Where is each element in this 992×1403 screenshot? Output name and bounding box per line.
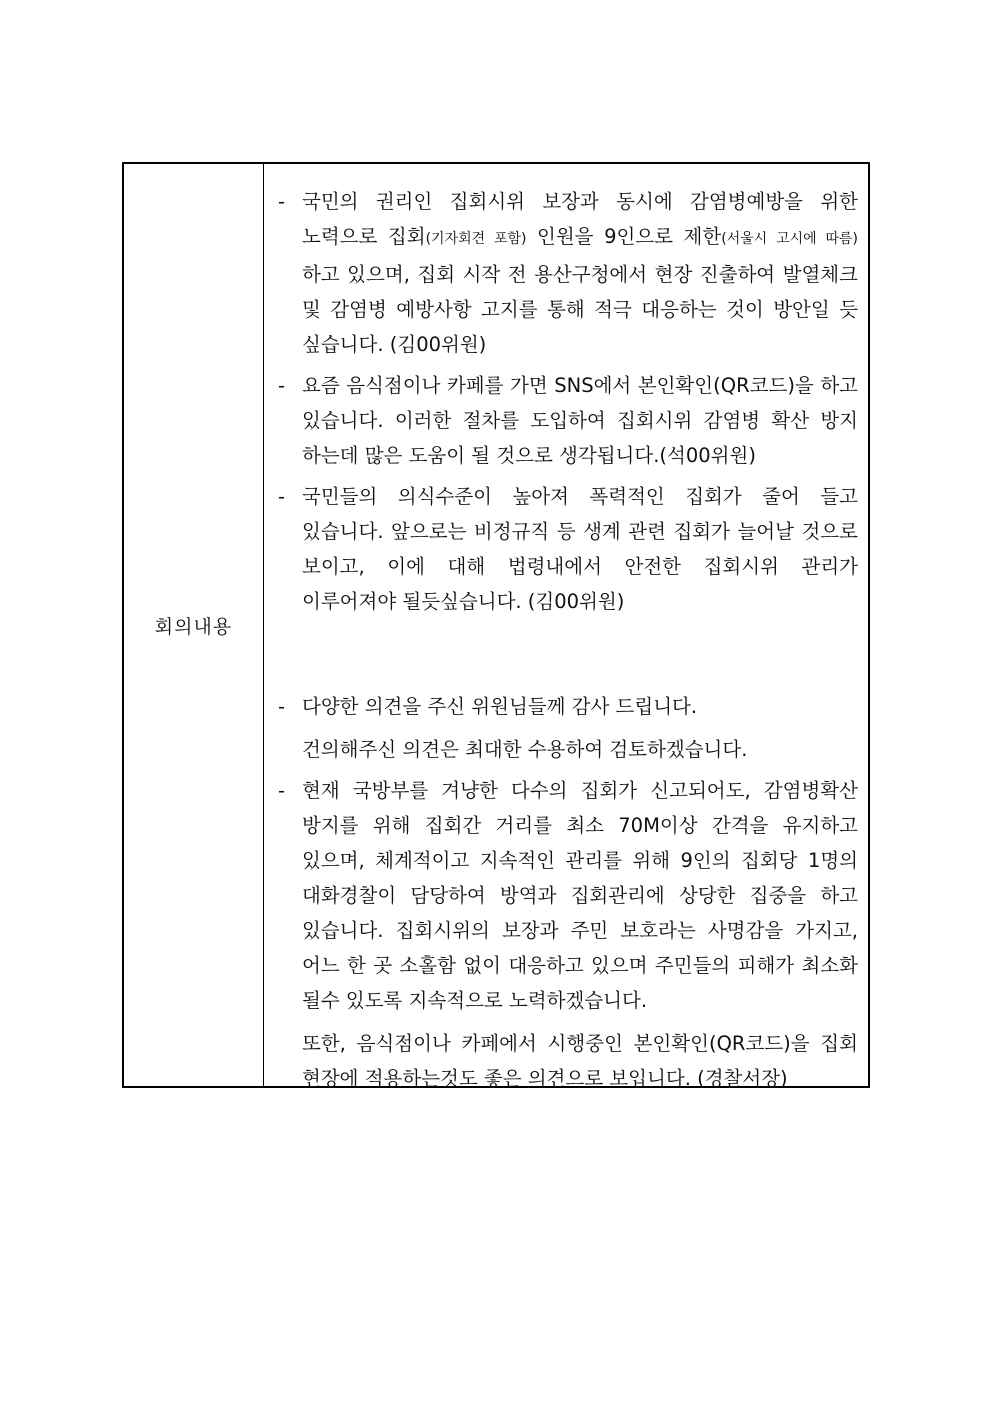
bullet-dash: - (278, 374, 286, 397)
row-label: 회의내용 (154, 615, 233, 638)
opinion-note: (기자회견 포함) (425, 231, 527, 247)
opinion-text: 국민들의 의식수준이 높아져 폭력적인 집회가 줄어 들고 있습니다. 앞으로는 비정규직 등 생계 관련 집회가 늘어날 것으로 보이고, 이에 대해 법령내에서 안전한 집회시위 관리가 이루어져야 될듯싶습니다. (김00위원) (302, 485, 858, 613)
response-text-block (302, 689, 858, 767)
opinion-text-part: 인원을 9인으로 제한 (526, 225, 722, 248)
opinion-text-part: 국민의 권리인 집회시위 보장과 동시에 감염병예방을 위한 노력으로 집회 (302, 190, 858, 248)
response-text: 다양한 의견을 주신 위원님들께 감사 드립니다. (302, 695, 698, 718)
response-item (278, 689, 858, 767)
response-item (278, 773, 858, 1096)
response-subtext: 또한, 음식점이나 카페에서 시행중인 본인확인(QR코드)을 집회 현장에 적용하는것도 좋은 의견으로 보입니다. (경찰서장) (302, 1032, 858, 1090)
opinion-item (278, 368, 858, 473)
opinion-item (278, 479, 858, 619)
bullet-dash: - (278, 779, 286, 802)
opinion-text-part: 하고 있으며, 집회 시작 전 용산구청에서 현장 진출하여 발열체크 및 감염병 예방사항 고지를 통해 적극 대응하는 것이 방안일 듯 싶습니다. (김00위원) (302, 263, 858, 356)
response-subtext: 건의해주신 의견은 최대한 수용하여 검토하겠습니다. (302, 738, 748, 761)
response-text-block (302, 773, 858, 1096)
bullet-dash: - (278, 190, 286, 213)
opinion-item (278, 184, 858, 362)
content-cell (264, 164, 868, 1090)
opinion-text (302, 184, 858, 362)
response-text: 현재 국방부를 겨냥한 다수의 집회가 신고되어도, 감염병확산 방지를 위해 집회간 거리를 최소 70M이상 간격을 유지하고 있으며, 체계적이고 지속적인 관리를 위해 9인의 집회당 1명의 대화경찰이 담당하여 방역과 집회관리에 상당한 집중을 하고 있습니다. 집회시위의 보장과 주민 보호라는 사명감을 가지고, 어느 한 곳 소홀함 없이 대응하고 있으며 주민들의 피해가 최소화 될수 있도록 지속적으로 노력하겠습니다. (302, 779, 858, 1012)
opinion-note: (서울시 고시에 따름) (721, 231, 858, 247)
meeting-content-table (122, 162, 870, 1088)
bullet-dash: - (278, 485, 286, 508)
row-label-cell (124, 164, 264, 1086)
bullet-dash: - (278, 695, 286, 718)
opinion-text: 요즘 음식점이나 카페를 가면 SNS에서 본인확인(QR코드)을 하고 있습니다. 이러한 절차를 도입하여 집회시위 감염병 확산 방지 하는데 많은 도움이 될 것으로 생각됩니다.(석00위원) (302, 374, 858, 467)
